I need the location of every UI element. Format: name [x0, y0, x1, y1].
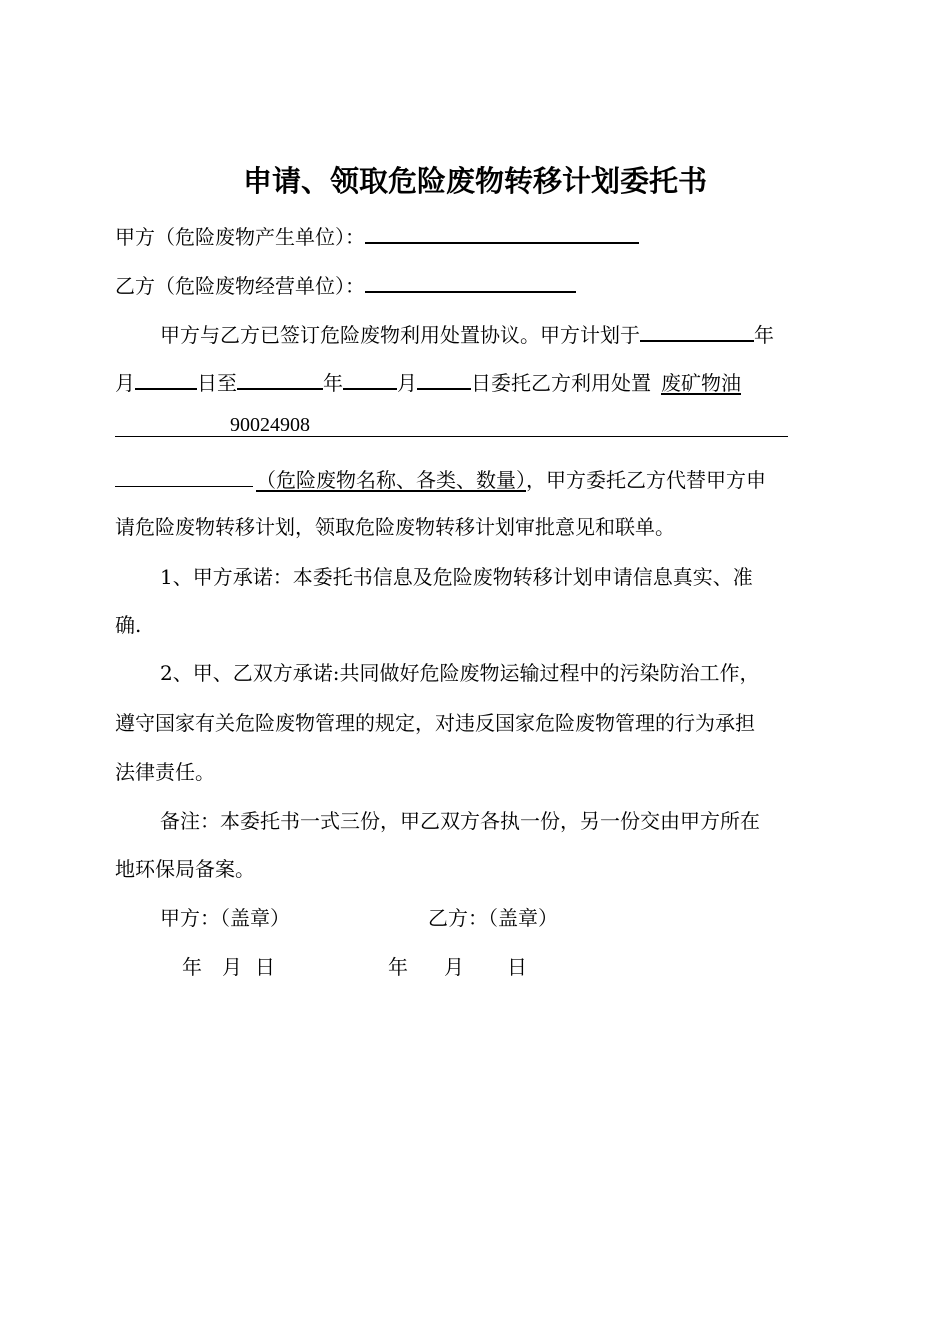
month-label: 月	[115, 371, 135, 395]
party-b-label: 乙方（危险废物经营单位）：	[115, 274, 365, 298]
party-b-day: 日	[507, 955, 527, 979]
item2-line2: 遵守国家有关危险废物管理的规定，对违反国家危险废物管理的行为承担	[115, 711, 755, 735]
waste-detail-blank[interactable]	[115, 466, 253, 487]
year-label: 年	[754, 323, 774, 347]
waste-code-blank[interactable]	[115, 416, 788, 437]
para1-line2	[115, 368, 741, 397]
para1-line3	[115, 416, 788, 444]
party-a-day: 日	[255, 955, 275, 979]
note-line2: 地环保局备案。	[115, 857, 255, 881]
month-label: 月	[397, 371, 417, 395]
item2-line3: 法律责任。	[115, 760, 215, 784]
end-month-blank[interactable]	[343, 368, 397, 390]
party-b-month: 月	[444, 955, 464, 979]
para1-text: 甲方与乙方已签订危险废物利用处置协议。甲方计划于	[160, 323, 640, 347]
start-year-blank[interactable]	[640, 320, 754, 342]
party-b-blank[interactable]	[365, 271, 576, 293]
party-a-seal-label: 甲方：（盖章）	[160, 906, 290, 930]
para1-line5: 请危险废物转移计划，领取危险废物转移计划审批意见和联单。	[115, 515, 675, 539]
party-a-label: 甲方（危险废物产生单位）：	[115, 225, 365, 249]
waste-code-value: 90024908	[230, 414, 310, 436]
item1-line1: 1、甲方承诺：本委托书信息及危险废物转移计划申请信息真实、准	[160, 565, 753, 589]
start-month-blank[interactable]	[135, 368, 197, 390]
item2-line1: 2、甲、乙双方承诺:共同做好危险废物运输过程中的污染防治工作，	[160, 661, 760, 685]
year-label: 年	[323, 371, 343, 395]
end-year-blank[interactable]	[237, 368, 323, 390]
item1-line2: 确.	[115, 613, 142, 637]
party-a-month: 月	[222, 955, 242, 979]
para1-line1	[160, 320, 774, 349]
party-a-year: 年	[182, 955, 202, 979]
waste-detail-hint: （危险废物名称、各类、数量）	[256, 468, 526, 492]
note-line1: 备注：本委托书一式三份，甲乙双方各执一份，另一份交由甲方所在	[160, 809, 760, 833]
party-b-line	[115, 271, 576, 300]
day-to-label: 日至	[197, 371, 237, 395]
para1-text: 日委托乙方利用处置	[471, 371, 651, 395]
end-day-blank[interactable]	[417, 368, 471, 390]
party-a-line	[115, 222, 639, 251]
para1-line4	[115, 466, 766, 494]
document-title: 申请、领取危险废物转移计划委托书	[242, 164, 707, 198]
waste-name-value: 废矿物油	[661, 371, 741, 395]
para1-text: ，甲方委托乙方代替甲方申	[526, 468, 766, 492]
party-b-year: 年	[388, 955, 408, 979]
party-a-blank[interactable]	[365, 222, 639, 244]
party-b-seal-label: 乙方：（盖章）	[428, 906, 558, 930]
